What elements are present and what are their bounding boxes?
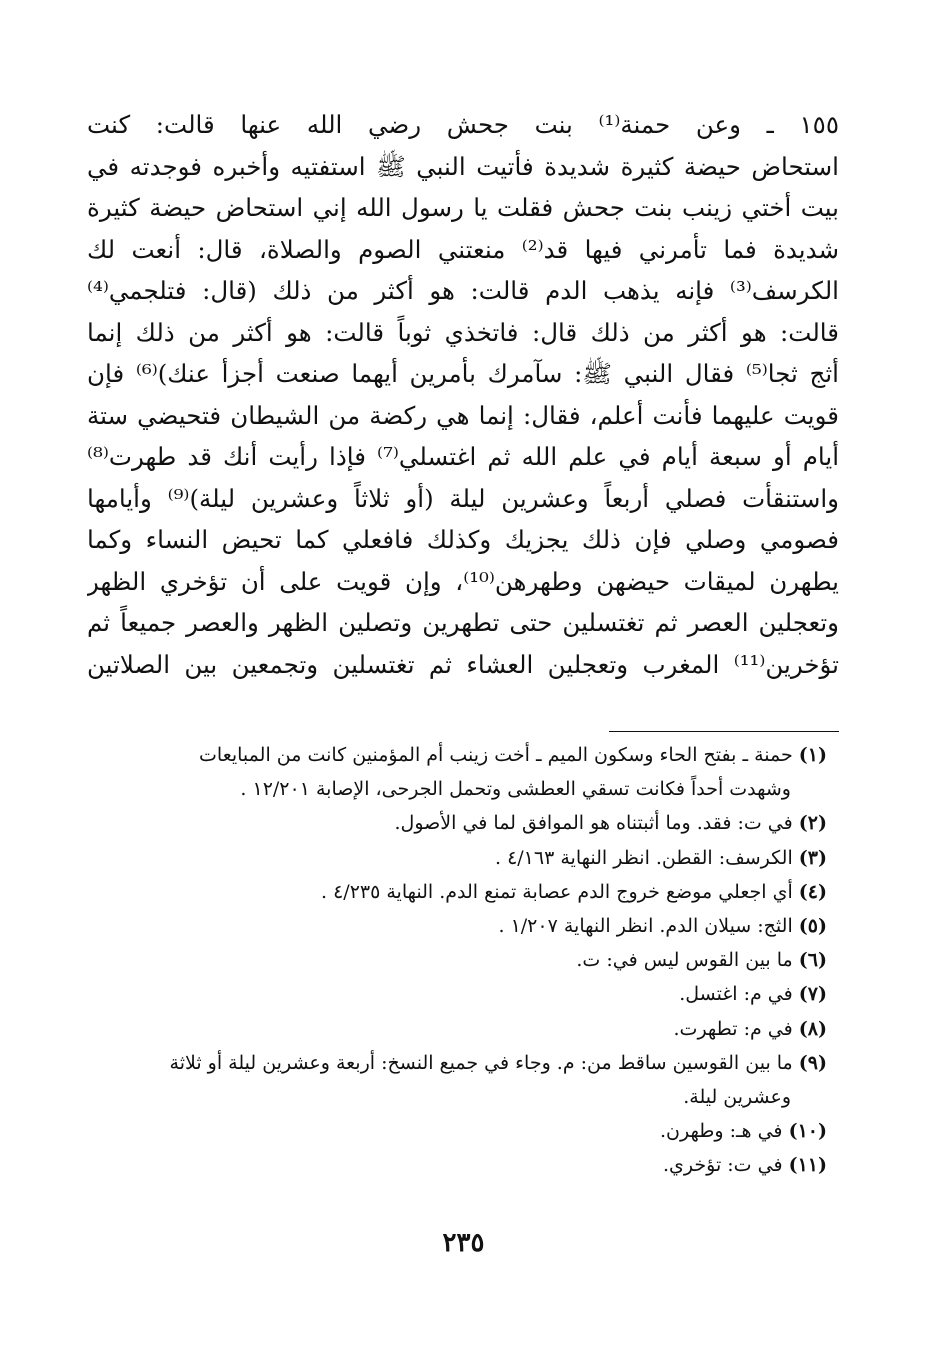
- text-line: أثج ثجا⁽⁵⁾ فقال النبي ﷺ: سآمرك بأمرين أيهما صنعت أجزأ عنك)⁽⁶⁾ فإن: [87, 359, 839, 388]
- text-line: تؤخرين⁽¹¹⁾ المغرب وتعجلين العشاء ثم تغتسلين وتجمعين بين الصلاتين: [87, 649, 839, 679]
- footnote-text: ما بين القوسين ساقط من: م. وجاء في جميع النسخ: أربعة وعشرين ليلة أو ثلاثة: [169, 1051, 793, 1074]
- footnote-number: (٨): [798, 1017, 827, 1040]
- footnote: [82, 738, 827, 806]
- footnote-separator: [609, 731, 839, 732]
- main-hadith-text: [87, 104, 839, 685]
- text-line: فصومي وصلي فإن ذلك يجزيك وكذلك فافعلي كما تحيض النساء وكما: [87, 525, 839, 554]
- footnote: [82, 977, 827, 1011]
- footnote: [82, 1046, 827, 1114]
- text-line: ١٥٥ ـ وعن حمنة⁽¹⁾ بنت جحش رضي الله عنها قالت: كنت: [87, 110, 839, 139]
- footnote-number: (٣): [798, 846, 827, 869]
- footnote-text: في ت: فقد. وما أثبتناه هو الموافق لما في الأصول.: [394, 812, 793, 835]
- text-line: بيت أختي زينب بنت جحش فقلت يا رسول الله إني استحاض حيضة كثيرة: [87, 193, 839, 222]
- text-line: الكرسف⁽³⁾ فإنه يذهب الدم قالت: هو أكثر من ذلك (قال: فتلجمي⁽⁴⁾: [87, 276, 839, 305]
- footnote-text: في م: تطهرت.: [673, 1017, 793, 1040]
- page-number: ٢٣٥: [442, 1228, 485, 1258]
- footnote-text: الكرسف: القطن. انظر النهاية ٤/١٦٣ .: [494, 846, 793, 869]
- text-line: قالت: هو أكثر من ذلك قال: فاتخذي ثوباً قالت: هو أكثر من ذلك إنما: [87, 317, 839, 347]
- footnote: [82, 909, 827, 943]
- footnote-number: (٦): [798, 949, 827, 972]
- footnote: [82, 1148, 827, 1182]
- footnote-text: ما بين القوس ليس في: ت.: [576, 949, 793, 972]
- footnote-text: في ت: تؤخري.: [663, 1154, 783, 1177]
- text-line: وتعجلين العصر ثم تغتسلين حتى تطهرين وتصلين الظهر والعصر جميعاً ثم: [87, 608, 839, 637]
- footnote: [82, 841, 827, 875]
- text-line: شديدة فما تأمرني فيها قد⁽²⁾ منعتني الصوم والصلاة، قال: أنعت لك: [87, 234, 839, 264]
- text-line: واستنقأت فصلي أربعاً وعشرين ليلة (أو ثلاثاً وعشرين ليلة)⁽⁹⁾ وأيامها: [87, 483, 839, 513]
- footnote: [82, 1114, 827, 1148]
- footnote-number: (١٠): [788, 1120, 827, 1143]
- footnote: [82, 1012, 827, 1046]
- footnote-text: الثج: سيلان الدم. انظر النهاية ١/٢٠٧ .: [498, 915, 793, 938]
- text-line: استحاض حيضة كثيرة شديدة فأتيت النبي ﷺ استفتيه وأخبره فوجدته في: [87, 151, 839, 181]
- text-line: قويت عليهما فأنت أعلم، فقال: إنما هي ركضة من الشيطان فتحيضي ستة: [87, 400, 839, 430]
- footnotes: [82, 738, 827, 1183]
- footnote-text: حمنة ـ بفتح الحاء وسكون الميم ـ أخت زينب أم المؤمنين كانت من المبايعات: [199, 744, 793, 766]
- footnote-number: (٧): [798, 983, 827, 1006]
- footnote-number: (٢): [798, 812, 827, 835]
- footnote: [82, 875, 827, 909]
- footnote: [82, 806, 827, 840]
- footnote-number: (١): [798, 744, 827, 766]
- text-line: يطهرن لميقات حيضهن وطهرهن⁽¹⁰⁾، وإن قويت على أن تؤخري الظهر: [87, 566, 839, 596]
- footnote-number: (٩): [798, 1051, 827, 1074]
- footnote: [82, 943, 827, 977]
- footnote-text: في هـ: وطهرن.: [660, 1120, 783, 1143]
- footnote-number: (٥): [798, 915, 827, 938]
- footnote-number: (١١): [788, 1154, 827, 1177]
- footnote-text: أي اجعلي موضع خروج الدم عصابة تمنع الدم. النهاية ٤/٢٣٥ .: [321, 880, 793, 903]
- footnote-continuation: وشهدت أحداً فكانت تسقي العطشى وتحمل الجرحى، الإصابة ١٢/٢٠١ .: [240, 778, 791, 801]
- footnote-number: (٤): [798, 880, 827, 903]
- footnote-continuation: وعشرين ليلة.: [683, 1086, 791, 1109]
- footnote-text: في م: اغتسل.: [679, 983, 793, 1006]
- text-line: أيام أو سبعة أيام في علم الله ثم اغتسلي⁽⁷⁾ فإذا رأيت أنك قد طهرت⁽⁸⁾: [87, 442, 839, 471]
